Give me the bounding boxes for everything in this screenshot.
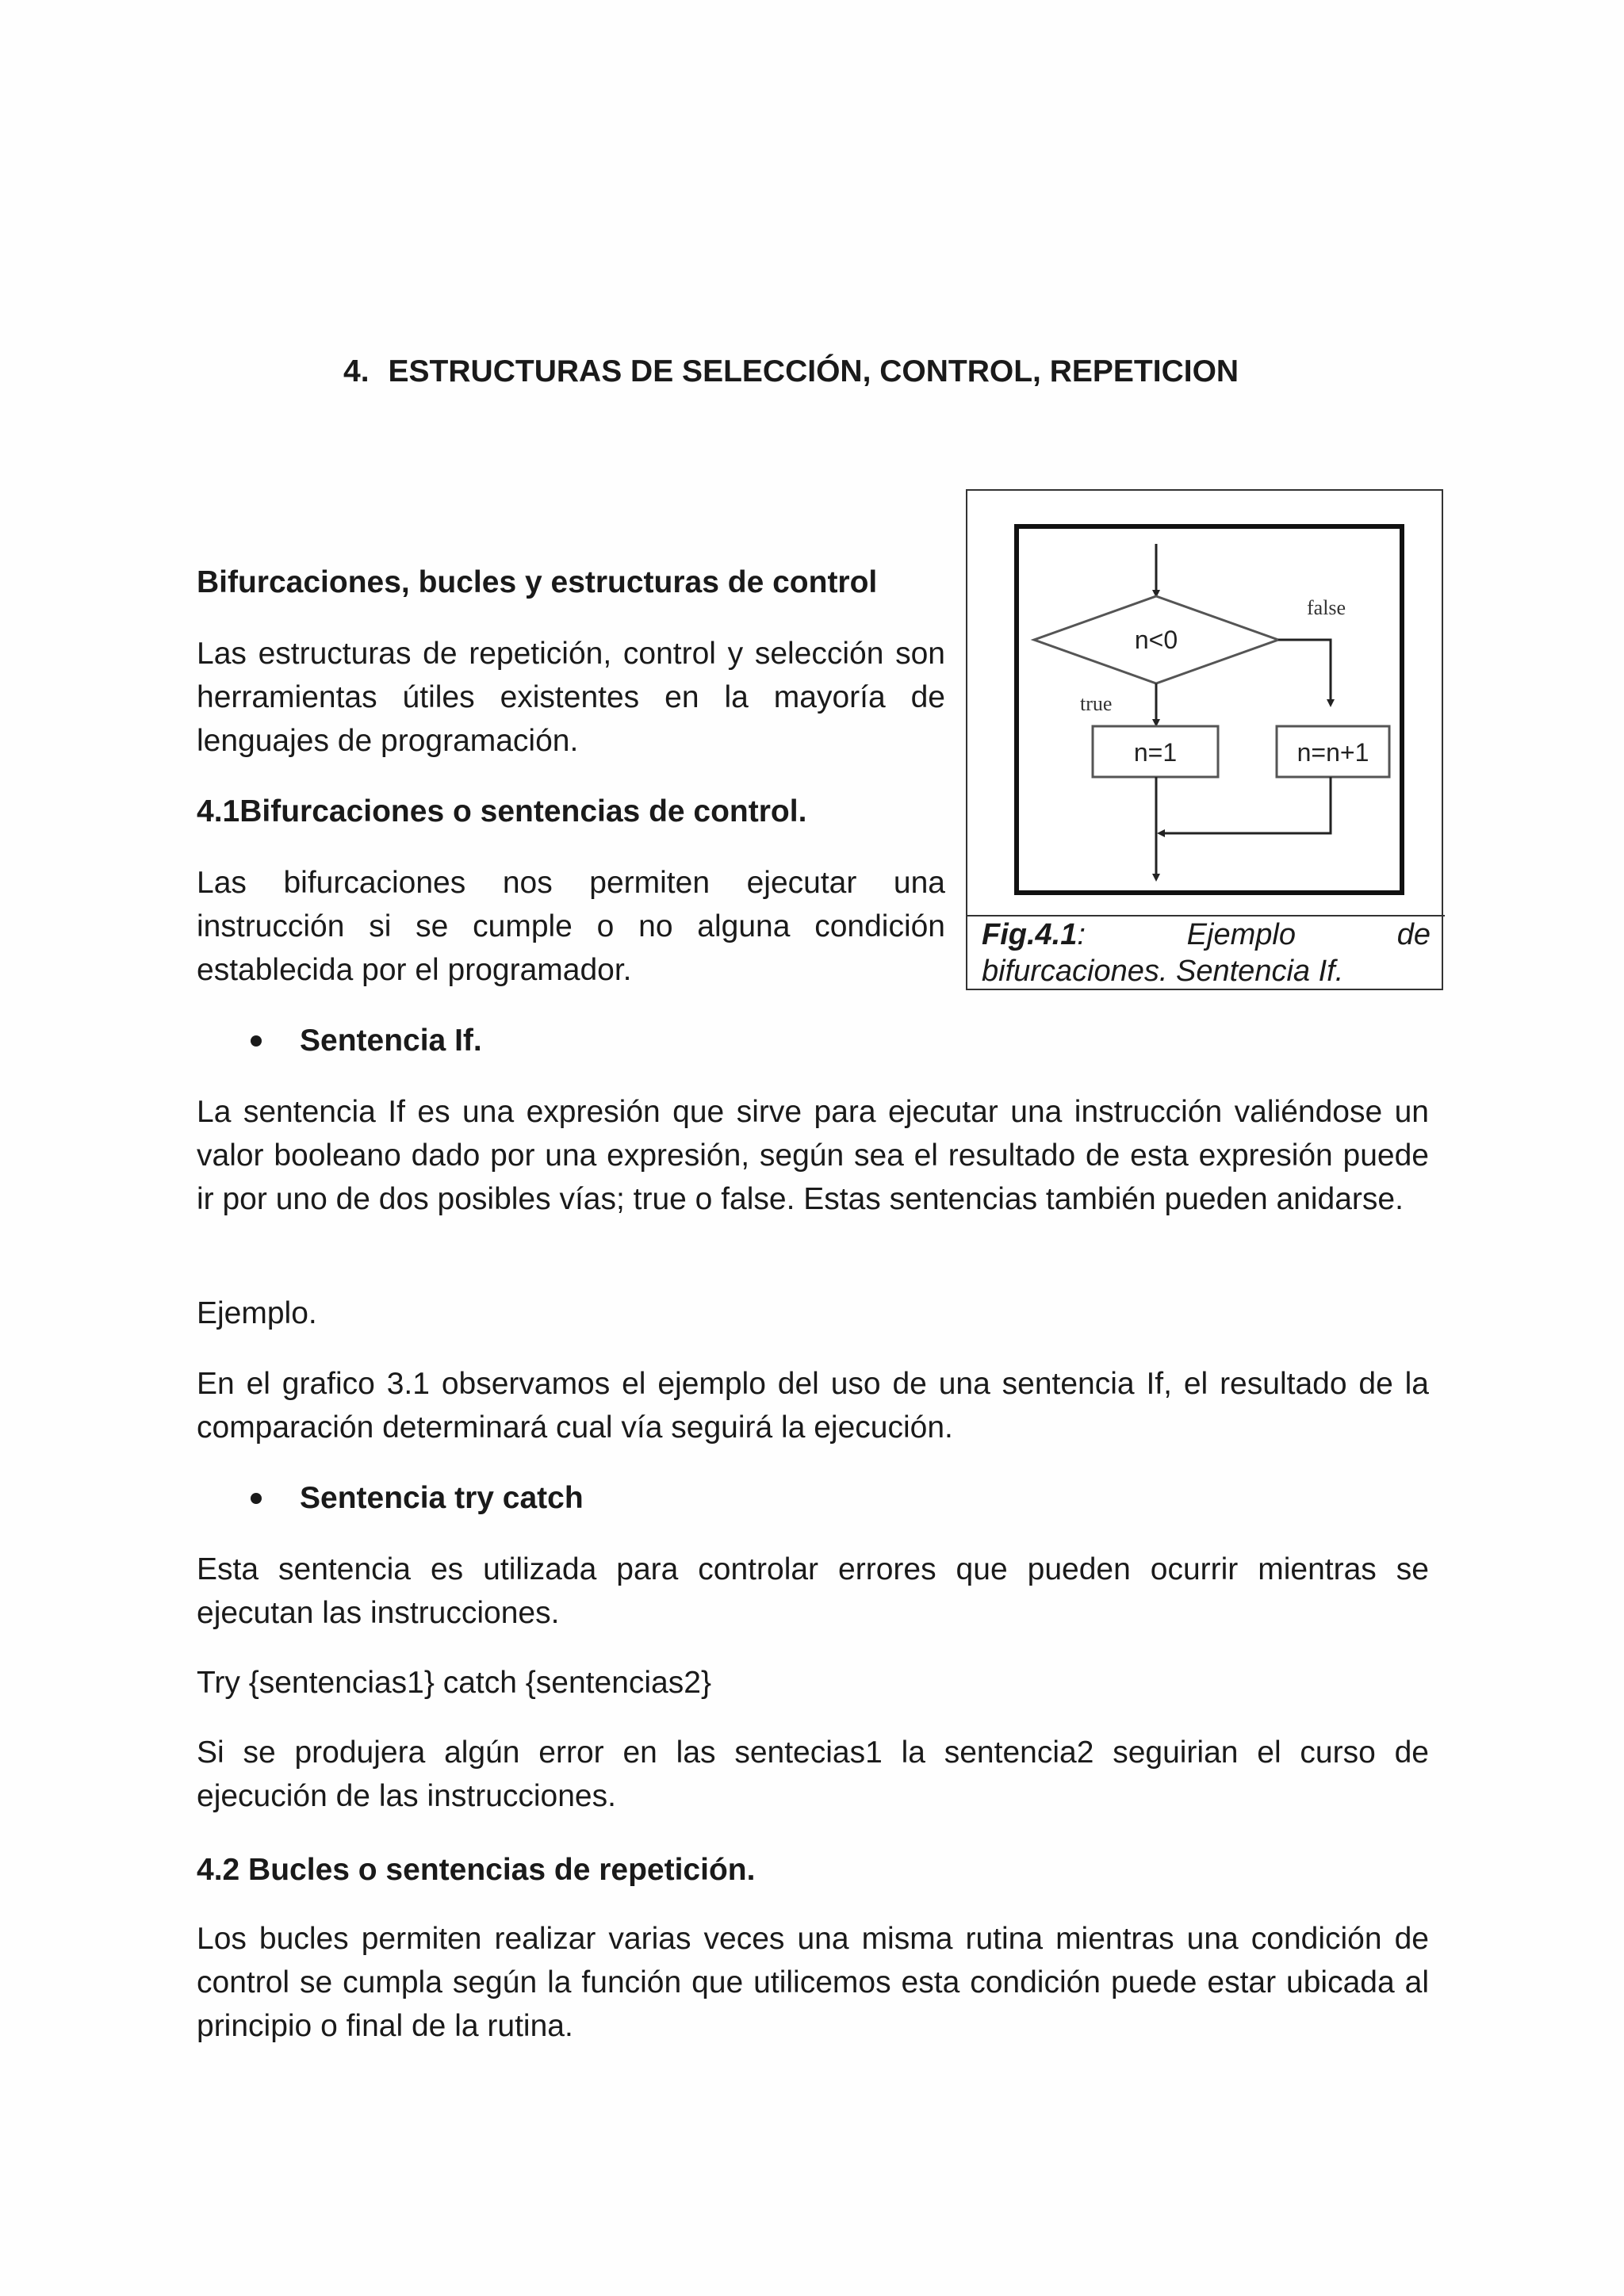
section-4-2-paragraph: Los bucles permiten realizar varias veces una misma rutina mientras una condición de control se cumpla según la función que utilicemos esta condición puede estar ubicada al principio o final de la rutina. [197, 1922, 1429, 2043]
example-label: Ejemplo. [197, 1296, 317, 1330]
try-catch-syntax: Try {sentencias1} catch {sentencias2} [197, 1666, 711, 1700]
caption-label-group [982, 916, 1086, 953]
bullet-label-try-catch: Sentencia try catch [300, 1481, 584, 1515]
caption-line-1 [982, 916, 1431, 953]
bullet-label-if: Sentencia If. [300, 1024, 482, 1058]
try-catch-paragraph-2: Si se produjera algún error en las sentecias1 la sentencia2 seguirian el curso de ejecución de las instrucciones. [197, 1735, 1429, 1813]
caption-line-2: bifurcaciones. Sentencia If. [982, 955, 1344, 988]
section-heading-intro: Bifurcaciones, bucles y estructuras de control [197, 565, 878, 599]
if-paragraph: La sentencia If es una expresión que sirve para ejecutar una instrucción valiéndose un valor booleano dado por una expresión, según sea el resultado de esta expresión puede ir por uno de dos posibles vías; true o false. Estas sentencias también pueden anidarse. [197, 1095, 1429, 1216]
caption-label: Fig.4.1 [982, 918, 1078, 951]
figure-4-1 [966, 489, 1443, 990]
bullet-item-try-catch [251, 1481, 584, 1516]
condition-label: n<0 [1134, 626, 1178, 654]
true-label: true [1080, 692, 1113, 715]
box-true-label: n=1 [1133, 738, 1178, 767]
caption-word-1: Ejemplo [1186, 918, 1296, 951]
title-text: ESTRUCTURAS DE SELECCIÓN, CONTROL, REPETICION [388, 354, 1239, 388]
bullet-icon [251, 1035, 262, 1047]
try-catch-paragraph: Esta sentencia es utilizada para controlar errores que pueden ocurrir mientras se ejecutan las instrucciones. [197, 1552, 1429, 1630]
bullet-icon [251, 1493, 262, 1504]
page-title [343, 354, 1239, 389]
flowchart-diagram [967, 491, 1445, 915]
box-false-label: n=n+1 [1297, 738, 1369, 767]
title-number: 4. [343, 354, 370, 388]
section-heading-4-1: 4.1Bifurcaciones o sentencias de control. [197, 794, 807, 828]
intro-paragraph: Las estructuras de repetición, control y selección son herramientas útiles existentes en la mayoría de lenguajes de programación. [197, 637, 945, 758]
section-heading-4-2: 4.2 Bucles o sentencias de repetición. [197, 1853, 756, 1887]
section-4-1-paragraph: Las bifurcaciones nos permiten ejecutar una instrucción si se cumple o no alguna condición establecida por el programador. [197, 866, 945, 987]
diagram-frame [1017, 526, 1402, 893]
false-label: false [1307, 596, 1346, 619]
caption-colon: : [1077, 918, 1086, 951]
example-paragraph: En el grafico 3.1 observamos el ejemplo del uso de una sentencia If, el resultado de la comparación determinará cual vía seguirá la ejecución. [197, 1367, 1429, 1445]
bullet-item-if [251, 1024, 482, 1058]
caption-word-2: de [1396, 918, 1431, 951]
figure-caption [967, 915, 1445, 990]
